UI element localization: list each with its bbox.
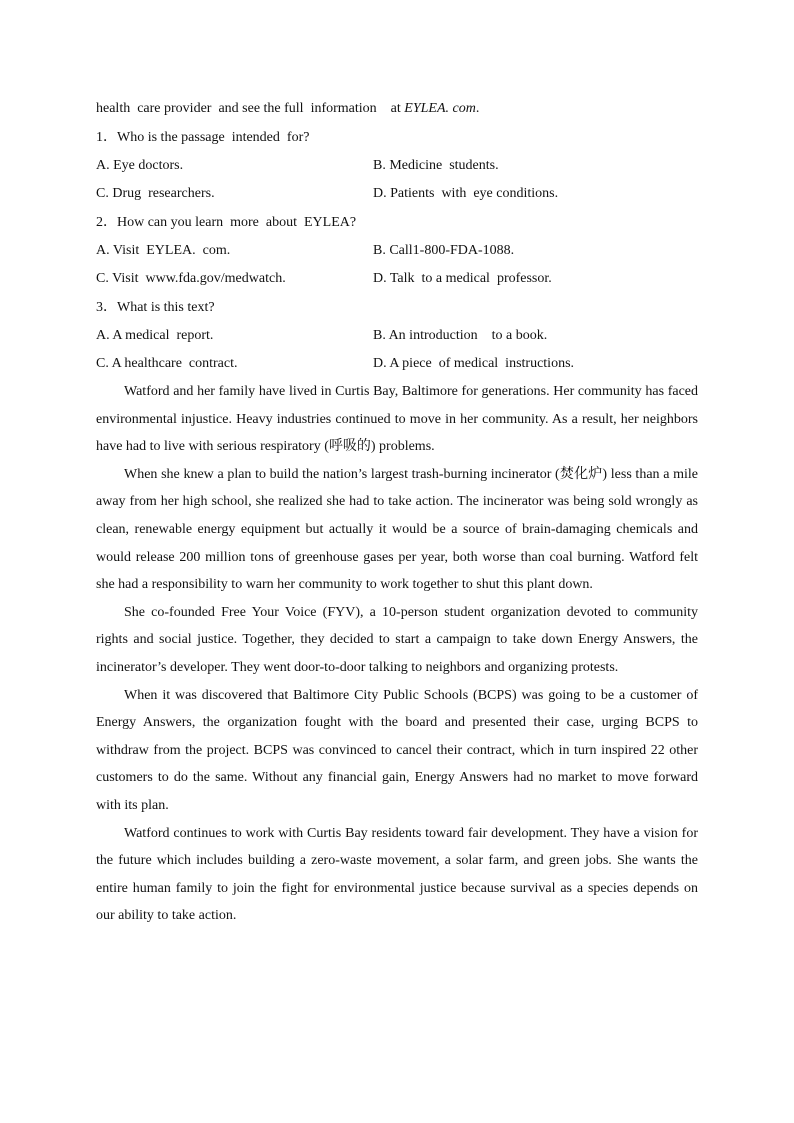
intro-end: .: [475, 101, 480, 116]
option-c: C. A healthcare contract.: [96, 356, 238, 371]
option-b: B. An introduction to a book.: [373, 328, 548, 343]
passage-paragraph-4: When it was discovered that Baltimore City Public Schools (BCPS) was going to be a customer of Energy Answers, the organization fought with the board and presented their case, urging BCPS to withdraw from the project. BCPS was convinced to cancel their contract, which in turn inspired 22 other customers to do the same. Without any financial gain, Energy Answers had no market to move forward with its plan.: [96, 687, 698, 813]
passage-paragraph-3: She co-founded Free Your Voice (FYV), a 10-person student organization devoted to community rights and social justice. Together, they decided to start a campaign to take down Energy Answers, the incinerator’s developer. They went door-to-door talking to neighbors and organizing protests.: [96, 604, 698, 675]
intro-link[interactable]: EYLEA. com: [404, 101, 476, 116]
options-row: [96, 322, 698, 350]
question-text: What is this text?: [117, 300, 215, 315]
intro-line: [96, 94, 698, 123]
option-c: C. Visit www.fda.gov/medwatch.: [96, 271, 286, 286]
option-a: A. Visit EYLEA. com.: [96, 243, 231, 258]
options-row: [96, 350, 698, 378]
question-3: [96, 293, 698, 322]
question-number: 3．: [96, 300, 117, 315]
question-number: 1．: [96, 130, 117, 145]
options-row: [96, 152, 698, 180]
option-a: A. A medical report.: [96, 328, 214, 343]
option-b: B. Call1-800-FDA-1088.: [373, 243, 515, 258]
option-d: D. Talk to a medical professor.: [373, 271, 552, 286]
option-c: C. Drug researchers.: [96, 186, 215, 201]
option-a: A. Eye doctors.: [96, 158, 184, 173]
question-text: How can you learn more about EYLEA?: [117, 215, 357, 230]
passage-paragraph-2: When she knew a plan to build the nation’s largest trash-burning incinerator (焚化炉) less than a mile away from her high school, she realized she had to take action. The incinerator was being sold wrongly as clean, renewable energy equipment but actually it would be a source of brain-damaging chemicals and would release 200 million tons of greenhouse gases per year, both worse than coal burning. Watford felt she had a responsibility to warn her community to work together to shut this plant down.: [96, 466, 698, 593]
question-number: 2．: [96, 215, 117, 230]
question-1: [96, 123, 698, 152]
options-row: [96, 237, 698, 265]
options-row: [96, 265, 698, 293]
reading-passage: [96, 378, 698, 930]
option-d: D. A piece of medical instructions.: [373, 356, 575, 371]
document-page: [96, 94, 698, 930]
option-d: D. Patients with eye conditions.: [373, 186, 559, 201]
options-row: [96, 180, 698, 208]
intro-text: health care provider and see the full information at: [96, 101, 405, 116]
question-text: Who is the passage intended for?: [117, 130, 310, 145]
question-2: [96, 208, 698, 237]
passage-paragraph-5: Watford continues to work with Curtis Bay residents toward fair development. They have a vision for the future which includes building a zero-waste movement, a solar farm, and green jobs. She wants the entire human family to join the fight for environmental justice because survival as a species depends on our ability to take action.: [96, 825, 698, 924]
passage-paragraph-1: Watford and her family have lived in Curtis Bay, Baltimore for generations. Her community has faced environmental injustice. Heavy industries continued to move in her community. As a result, her neighbors have had to live with serious respiratory (呼吸的) problems.: [96, 384, 698, 455]
option-b: B. Medicine students.: [373, 158, 499, 173]
